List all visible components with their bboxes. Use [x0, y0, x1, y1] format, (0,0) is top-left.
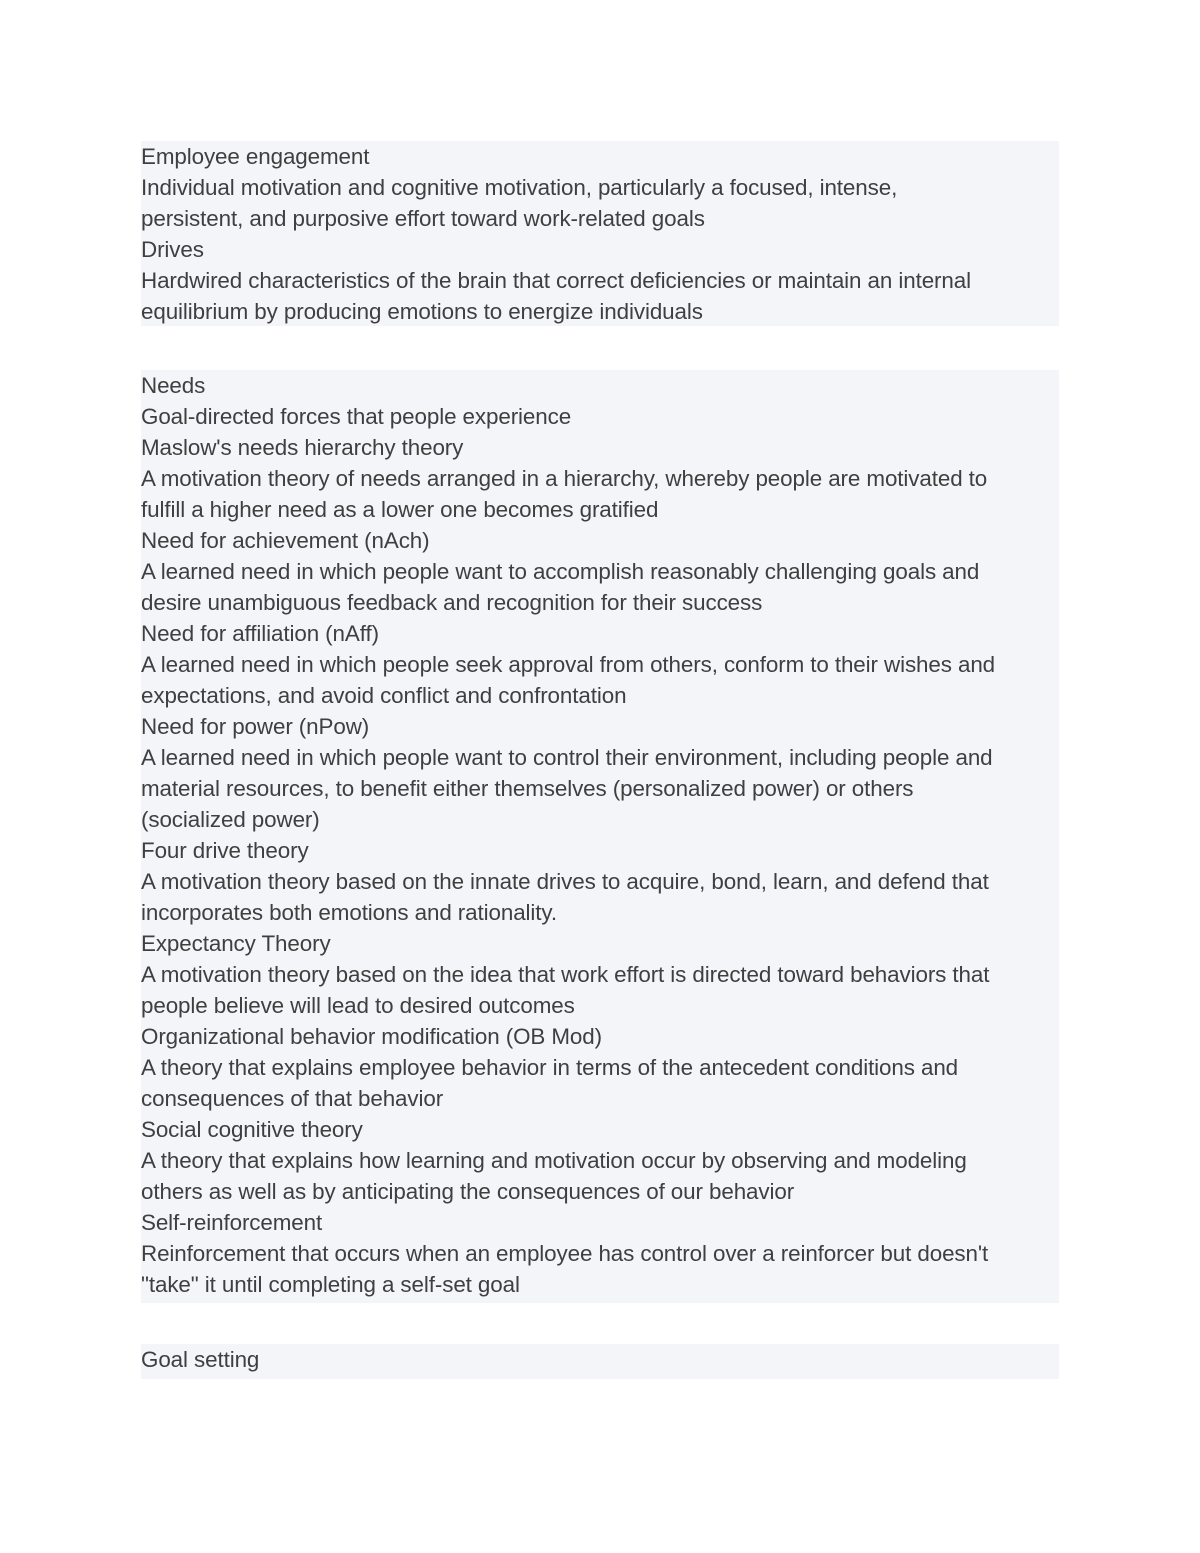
- definition-line: people believe will lead to desired outcomes: [141, 993, 575, 1018]
- definition-line: others as well as by anticipating the consequences of our behavior: [141, 1179, 795, 1204]
- term-maslow: Maslow's needs hierarchy theory: [141, 435, 464, 460]
- term-naff: Need for affiliation (nAff): [141, 621, 379, 646]
- definition-line: expectations, and avoid conflict and confrontation: [141, 683, 627, 708]
- term-ob-mod: Organizational behavior modification (OB Mod): [141, 1024, 602, 1049]
- definition-line: A theory that explains how learning and motivation occur by observing and modeling: [141, 1148, 967, 1173]
- definition-line: Reinforcement that occurs when an employee has control over a reinforcer but doesn't: [141, 1241, 989, 1266]
- term-goal-setting: Goal setting: [141, 1347, 260, 1372]
- definition-line: A theory that explains employee behavior in terms of the antecedent conditions and: [141, 1055, 959, 1080]
- flashcard-block-3: [141, 1344, 1059, 1379]
- term-npow: Need for power (nPow): [141, 714, 370, 739]
- flashcard-block-2: [141, 370, 1059, 1303]
- definition-line: A learned need in which people want to control their environment, including people and: [141, 745, 993, 770]
- definition-line: persistent, and purposive effort toward work-related goals: [141, 206, 705, 231]
- definition-line: Individual motivation and cognitive motivation, particularly a focused, intense,: [141, 175, 898, 200]
- definition-line: A learned need in which people seek approval from others, conform to their wishes and: [141, 652, 996, 677]
- term-employee-engagement: Employee engagement: [141, 144, 370, 169]
- definition-line: consequences of that behavior: [141, 1086, 444, 1111]
- definition-line: "take" it until completing a self-set goal: [141, 1272, 520, 1297]
- term-expectancy: Expectancy Theory: [141, 931, 331, 956]
- definition-line: (socialized power): [141, 807, 320, 832]
- flashcard-block-1: [141, 141, 1059, 326]
- term-drives: Drives: [141, 237, 204, 262]
- definition-line: equilibrium by producing emotions to energize individuals: [141, 299, 703, 324]
- term-social-cognitive: Social cognitive theory: [141, 1117, 363, 1142]
- definition-line: desire unambiguous feedback and recognition for their success: [141, 590, 763, 615]
- definition-line: A learned need in which people want to accomplish reasonably challenging goals and: [141, 559, 980, 584]
- definition-line: Hardwired characteristics of the brain that correct deficiencies or maintain an internal: [141, 268, 971, 293]
- term-self-reinforcement: Self-reinforcement: [141, 1210, 323, 1235]
- definition-line: A motivation theory of needs arranged in a hierarchy, whereby people are motivated to: [141, 466, 988, 491]
- term-needs: Needs: [141, 373, 206, 398]
- term-four-drive: Four drive theory: [141, 838, 309, 863]
- definition-line: material resources, to benefit either themselves (personalized power) or others: [141, 776, 914, 801]
- term-nach: Need for achievement (nAch): [141, 528, 430, 553]
- definition-line: A motivation theory based on the innate drives to acquire, bond, learn, and defend that: [141, 869, 989, 894]
- definition-line: fulfill a higher need as a lower one becomes gratified: [141, 497, 659, 522]
- definition-line: incorporates both emotions and rationality.: [141, 900, 557, 925]
- definition-line: Goal-directed forces that people experience: [141, 404, 572, 429]
- definition-line: A motivation theory based on the idea that work effort is directed toward behaviors that: [141, 962, 990, 987]
